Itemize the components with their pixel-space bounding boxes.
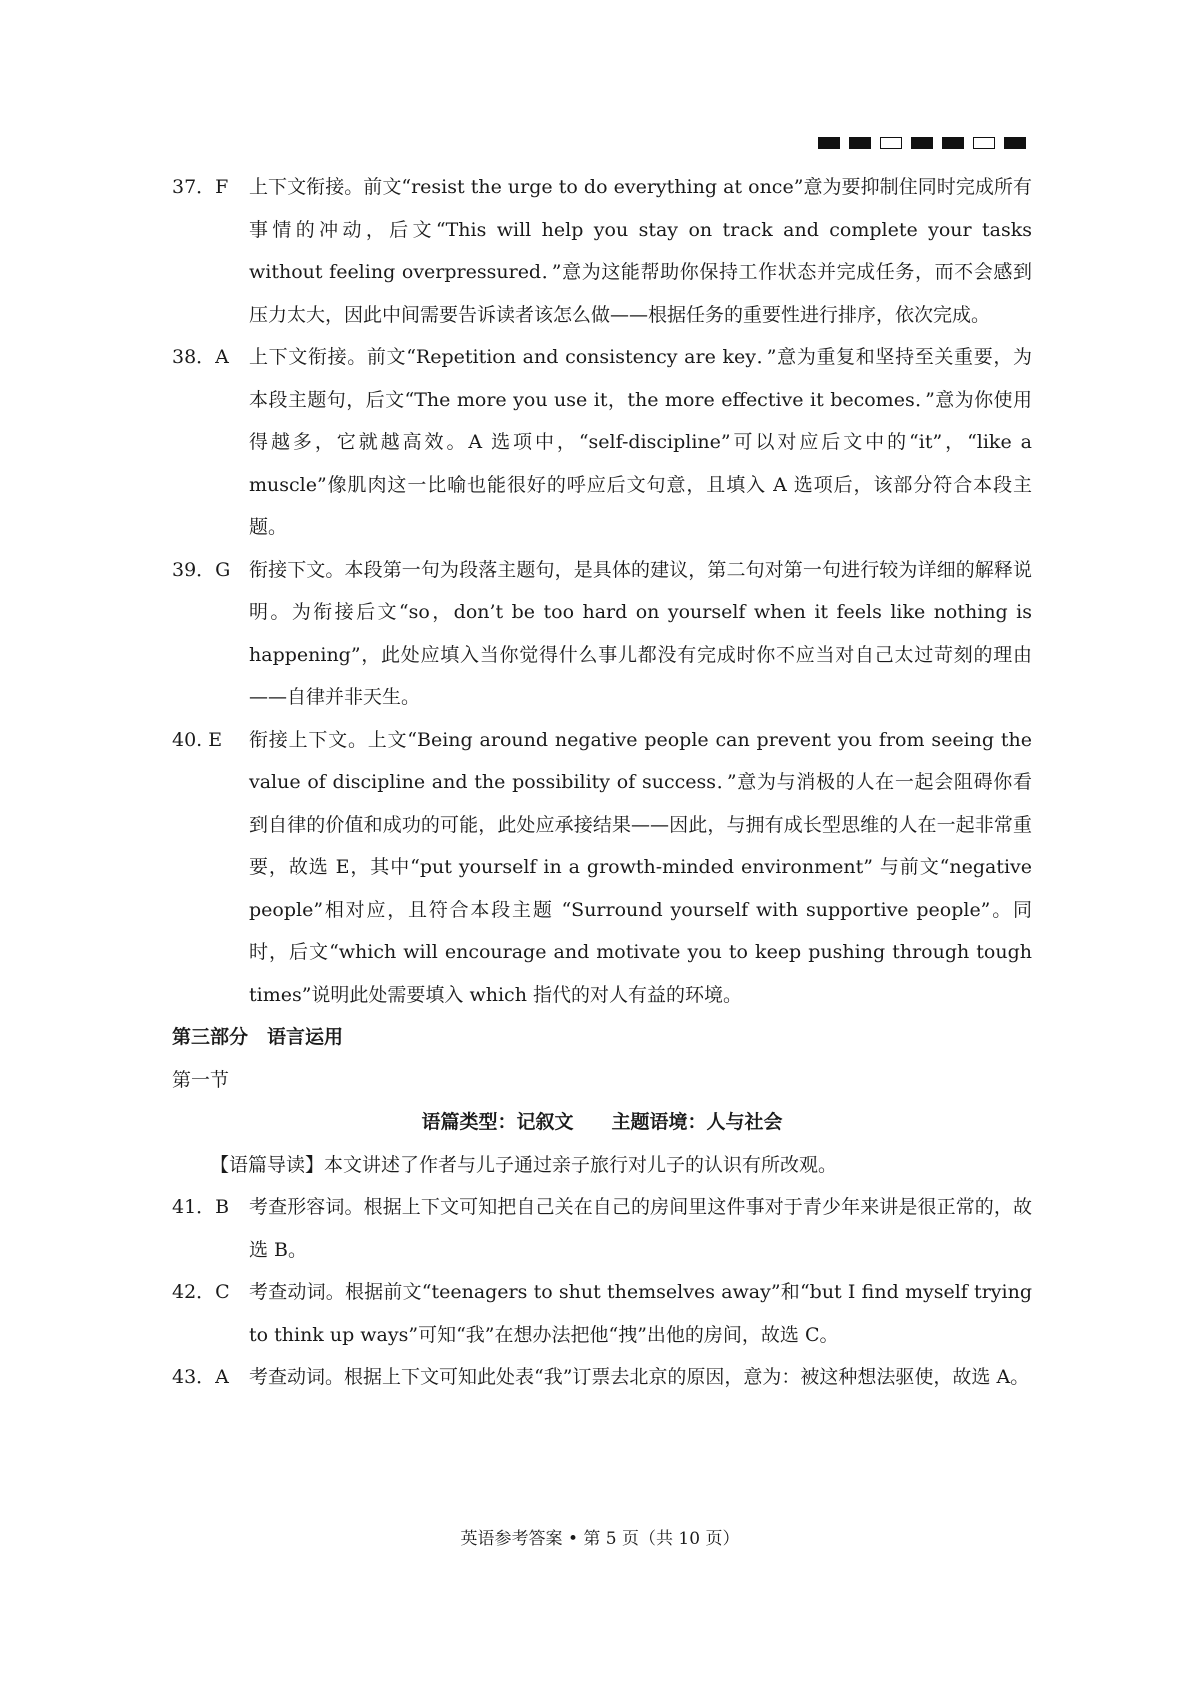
answer-number: 41．B (172, 1196, 230, 1218)
page-footer: 英语参考答案 • 第 5 页（共 10 页） (460, 1529, 740, 1549)
header-marks (818, 137, 1026, 149)
answer-item (172, 1356, 1032, 1399)
answer-explanation: 上下文衔接。前文“resist the urge to do everything at once”意为要抑制住同时完成所有事情的冲动，后文“This will help you stay on track and complete your tasks without feeling overpressured．”意为这能帮助你保持工作状态并完成任务，而不会感到压力太大，因此中间需要告诉读者该怎么做——根据任务的重要性进行排序，依次完成。 (249, 176, 1032, 326)
passage-type: 语篇类型：记叙文 主题语境：人与社会 (421, 1111, 783, 1133)
answer-item (172, 549, 1032, 719)
answer-item (172, 336, 1032, 549)
answer-explanation: 考查形容词。根据上下文可知把自己关在自己的房间里这件事对于青少年来讲是很正常的，故选 B。 (249, 1196, 1032, 1261)
filled-square-mark (1004, 137, 1026, 149)
filled-square-mark (849, 137, 871, 149)
answers-reading (172, 166, 1032, 1016)
filled-square-mark (942, 137, 964, 149)
answer-item (172, 1186, 1032, 1271)
passage-intro: 【语篇导读】本文讲述了作者与儿子通过亲子旅行对儿子的认识有所改观。 (210, 1153, 838, 1176)
empty-square-mark (973, 137, 995, 149)
answer-item (172, 1271, 1032, 1356)
answer-item (172, 166, 1032, 336)
filled-square-mark (818, 137, 840, 149)
answer-explanation: 考查动词。根据上下文可知此处表“我”订票去北京的原因，意为：被这种想法驱使，故选 A。 (249, 1366, 1030, 1388)
answer-number: 40. E (172, 728, 223, 751)
answer-number: 37．F (172, 176, 229, 198)
answer-number: 38．A (172, 346, 229, 368)
empty-square-mark (880, 137, 902, 149)
filled-square-mark (911, 137, 933, 149)
answer-number: 43．A (172, 1366, 229, 1388)
answer-number: 39．G (172, 558, 231, 581)
answer-explanation: 衔接下文。本段第一句为段落主题句，是具体的建议，第二句对第一句进行较为详细的解释说明。为衔接后文“so，don’t be too hard on yourself when it feels like nothing is happening”，此处应填入当你觉得什么事儿都没有完成时你不应当对自己太过苛刻的理由——自律并非天生。 (249, 558, 1032, 708)
subsection-title: 第一节 (172, 1068, 230, 1091)
answer-explanation: 考查动词。根据前文“teenagers to shut themselves away”和“but I find myself trying to think up ways”可知“我”在想办法把他“拽”出他的房间，故选 C。 (249, 1281, 1032, 1346)
answer-explanation: 衔接上下文。上文“Being around negative people can prevent you from seeing the value of discipline and the possibility of success．”意为与消极的人在一起会阻碍你看到自律的价值和成功的可能，此处应承接结果——因此，与拥有成长型思维的人在一起非常重要，故选 E，其中“put yourself in a growth-minded environment” 与前文“negative people”相对应，且符合本段主题 “Surround yourself with supportive people”。同时，后文“which will encourage and motivate you to keep pushing through tough times”说明此处需要填入 which 指代的对人有益的环境。 (249, 728, 1032, 1006)
answers-language-use (172, 1186, 1032, 1399)
section-title: 第三部分 语言运用 (172, 1026, 344, 1048)
answer-explanation: 上下文衔接。前文“Repetition and consistency are key．”意为重复和坚持至关重要，为本段主题句，后文“The more you use it，the more effective it becomes．”意为你使用得越多，它就越高效。A 选项中，“self-discipline”可以对应后文中的“it”，“like a muscle”像肌肉这一比喻也能很好的呼应后文句意，且填入 A 选项后，该部分符合本段主题。 (249, 346, 1032, 538)
answer-item (172, 719, 1032, 1017)
answer-number: 42．C (172, 1281, 230, 1303)
answer-content (172, 166, 1032, 1399)
